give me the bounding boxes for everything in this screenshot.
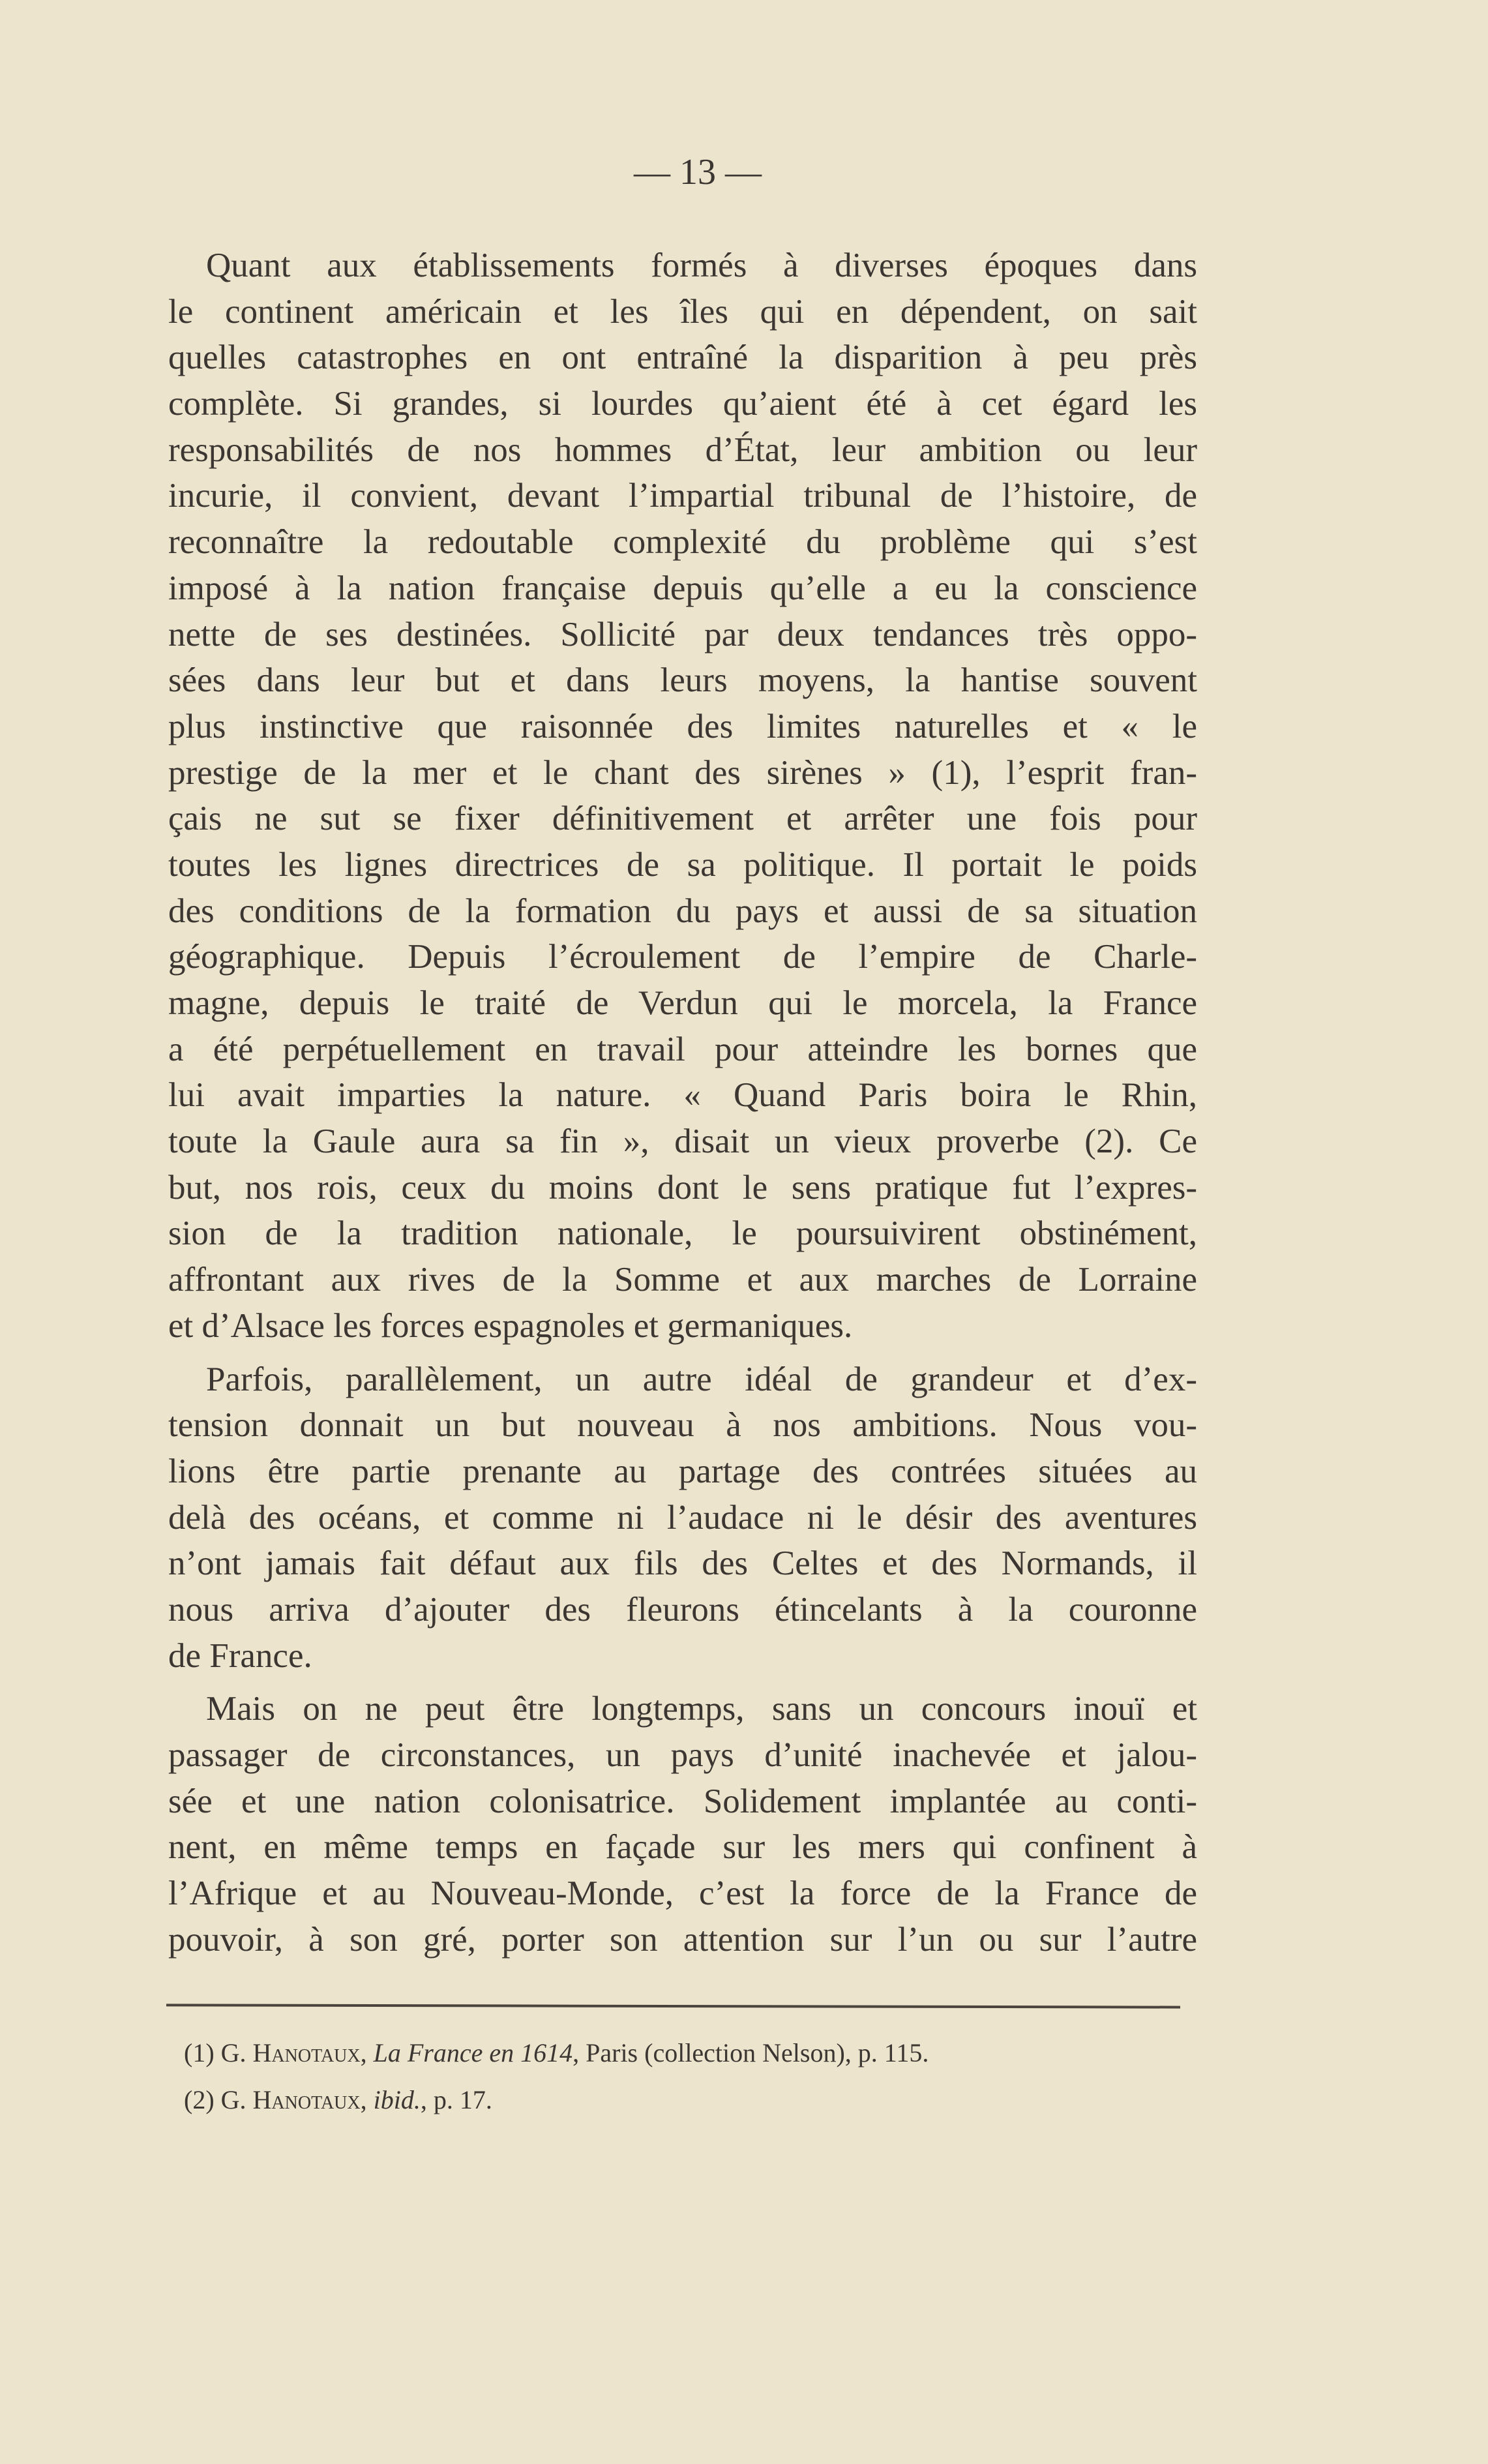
text-line: nette de ses destinées. Sollicité par deux tendances très oppo- [168, 615, 1197, 654]
text-line: reconnaître la redoutable complexité du problème qui s’est [168, 523, 1197, 562]
footnote-divider [166, 2004, 1180, 2008]
footnote-title: ibid. [373, 2085, 421, 2114]
text-line: complète. Si grandes, si lourdes qu’aient été à cet égard les [168, 385, 1197, 423]
footnote-author: Hanotaux [252, 2085, 361, 2114]
page-number: — 13 — [634, 152, 762, 192]
text-line: prestige de la mer et le chant des sirènes » (1), l’esprit fran- [168, 753, 1197, 792]
text-line: but, nos rois, ceux du moins dont le sens pratique fut l’expres- [168, 1168, 1197, 1207]
text-line: delà des océans, et comme ni l’audace ni le désir des aventures [168, 1498, 1197, 1537]
text-line: l’Afrique et au Nouveau-Monde, c’est la force de la France de [168, 1874, 1197, 1913]
text-line: affrontant aux rives de la Somme et aux marches de Lorraine [168, 1261, 1197, 1299]
paragraph [168, 243, 1197, 1349]
text-line: toute la Gaule aura sa fin », disait un vieux proverbe (2). Ce [168, 1122, 1197, 1161]
text-line: de France. [168, 1636, 312, 1675]
paragraph [168, 1686, 1197, 1962]
text-line: magne, depuis le traité de Verdun qui le morcela, la France [168, 984, 1197, 1022]
text-line: sées dans leur but et dans leurs moyens, la hantise souvent [168, 661, 1197, 700]
text-line: nent, en même temps en façade sur les mers qui confinent à [168, 1828, 1197, 1867]
footnote-author: Hanotaux [252, 2038, 361, 2067]
text-line: et d’Alsace les forces espagnoles et germaniques. [168, 1306, 853, 1345]
paragraph [168, 1357, 1197, 1679]
text-line: Mais on ne peut être longtemps, sans un concours inouï et [206, 1690, 1197, 1728]
text-line: sion de la tradition nationale, le poursuivirent obstinément, [168, 1214, 1197, 1253]
text-line: le continent américain et les îles qui en dépendent, on sait [168, 292, 1197, 331]
text-line: quelles catastrophes en ont entraîné la disparition à peu près [168, 338, 1197, 377]
text-line: çais ne sut se fixer définitivement et arrêter une fois pour [168, 800, 1197, 838]
footnote-rest: , Paris (collection Nelson), p. 115. [573, 2038, 929, 2067]
footnote-title: La France en 1614 [373, 2038, 573, 2067]
text-line: Parfois, parallèlement, un autre idéal de grandeur et d’ex- [206, 1360, 1197, 1398]
footnote-rest: , p. 17. [420, 2085, 492, 2114]
text-line: imposé à la nation française depuis qu’elle a eu la conscience [168, 569, 1197, 607]
text-line: a été perpétuellement en travail pour atteindre les bornes que [168, 1030, 1197, 1068]
text-line: passager de circonstances, un pays d’unité inachevée et jalou- [168, 1736, 1197, 1774]
text-line: lions être partie prenante au partage des contrées situées au [168, 1452, 1197, 1490]
text-line: tension donnait un but nouveau à nos ambitions. Nous vou- [168, 1406, 1197, 1445]
footnote-marker: (1) G. [184, 2038, 253, 2067]
text-line: des conditions de la formation du pays et aussi de sa situation [168, 892, 1197, 930]
text-line: n’ont jamais fait défaut aux fils des Celtes et des Normands, il [168, 1544, 1197, 1583]
text-line: Quant aux établissements formés à diverses époques dans [206, 247, 1197, 284]
text-line: pouvoir, à son gré, porter son attention sur l’un ou sur l’autre [168, 1920, 1197, 1959]
text-line: toutes les lignes directrices de sa politique. Il portait le poids [168, 845, 1197, 884]
text-line: nous arriva d’ajouter des fleurons étincelants à la couronne [168, 1590, 1197, 1629]
text-line: incurie, il convient, devant l’impartial tribunal de l’histoire, de [168, 477, 1197, 515]
footnote-sep: , [360, 2085, 374, 2114]
footnote [184, 2030, 929, 2077]
footnotes [184, 2030, 929, 2124]
footnote-sep: , [360, 2038, 374, 2067]
text-line: lui avait imparties la nature. « Quand Paris boira le Rhin, [168, 1076, 1197, 1115]
text-line: plus instinctive que raisonnée des limites naturelles et « le [168, 707, 1197, 745]
footnote-marker: (2) G. [184, 2085, 253, 2114]
text-line: responsabilités de nos hommes d’État, leur ambition ou leur [168, 430, 1197, 469]
body-text [168, 243, 1197, 1962]
text-line: géographique. Depuis l’écroulement de l’empire de Charle- [168, 938, 1197, 976]
footnote [184, 2077, 929, 2124]
text-line: sée et une nation colonisatrice. Solidement implantée au conti- [168, 1782, 1197, 1820]
